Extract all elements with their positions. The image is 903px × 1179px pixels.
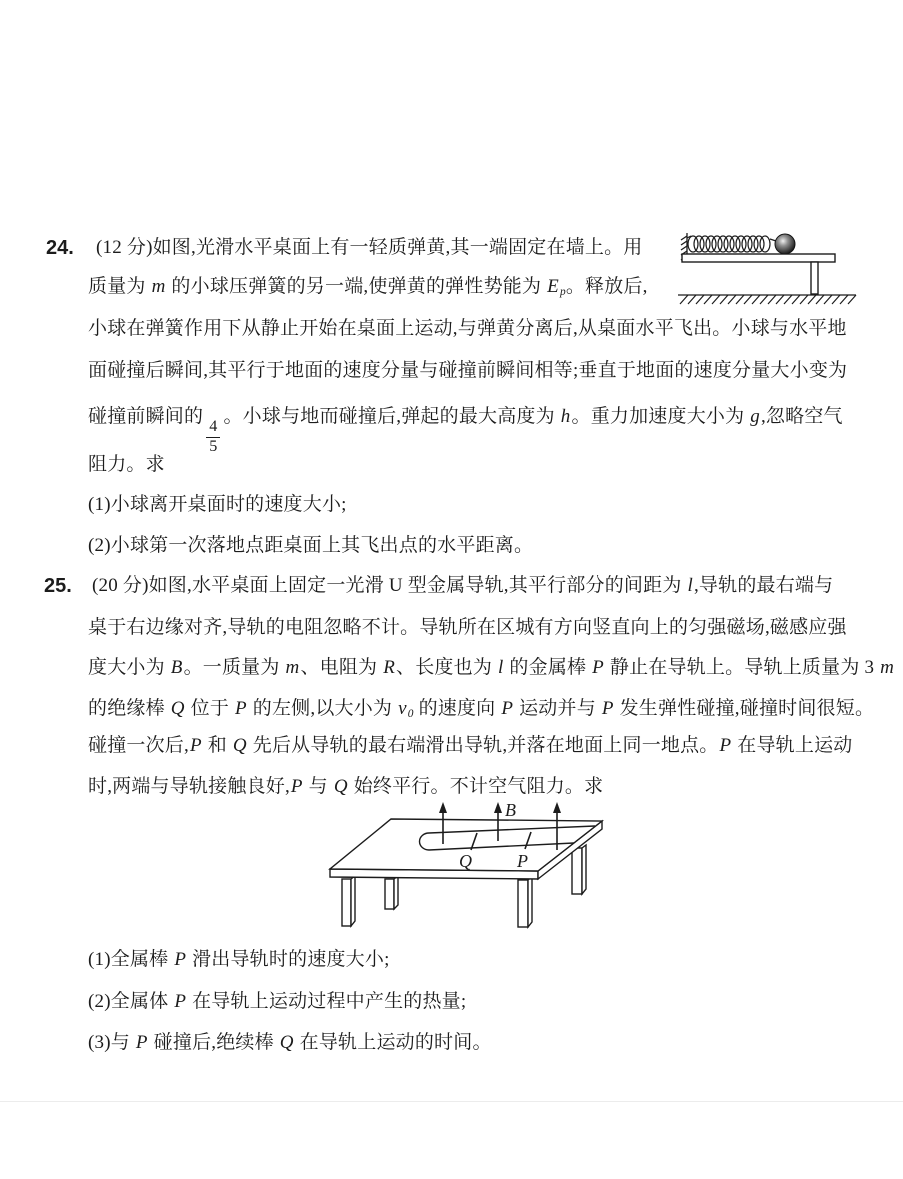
variable: h xyxy=(560,406,571,427)
variable: P xyxy=(174,949,187,970)
text-segment: ,导轨的最右端与 xyxy=(693,575,834,596)
text-segment: (12 分)如图,光滑水平桌面上有一轻质弹黄,其一端固定在墙上。用 xyxy=(96,237,643,258)
p24-line-1 xyxy=(96,233,643,263)
p25-subquestion-1 xyxy=(88,945,390,975)
text-segment: 的金属棒 xyxy=(504,657,592,678)
p24-line-3 xyxy=(88,314,847,344)
problem-25-number: 25. xyxy=(44,575,72,597)
problem-24-number: 24. xyxy=(46,237,74,259)
fraction-numerator: 4 xyxy=(206,419,220,438)
variable: P xyxy=(135,1032,148,1053)
variable: P xyxy=(189,735,202,756)
variable: P xyxy=(592,657,604,678)
variable-subscript: p xyxy=(559,286,566,299)
variable: m xyxy=(880,657,895,678)
text-segment: 静止在导轨上。导轨上质量为 3 xyxy=(604,657,880,678)
text-segment: 在导轨上运动过程中产生的热量; xyxy=(187,991,467,1012)
ball-icon xyxy=(775,234,795,254)
spring-icon xyxy=(687,236,776,252)
variable: P xyxy=(290,776,303,797)
bar-q-label: Q xyxy=(459,851,472,871)
text-segment: 。重力加速度大小为 xyxy=(571,406,750,427)
text-segment: 。小球与地而碰撞后,弹起的最大高度为 xyxy=(223,406,560,427)
variable: Q xyxy=(170,698,185,719)
field-label: B xyxy=(505,800,516,820)
text-segment: 碰撞后,绝续棒 xyxy=(148,1032,279,1053)
text-segment: 质量为 xyxy=(88,276,151,297)
text-segment: 时,两端与导轨接触良好, xyxy=(88,776,290,797)
text-segment: 的左侧,以大小为 xyxy=(247,698,398,719)
table-icon xyxy=(682,254,835,294)
variable: P xyxy=(174,991,187,1012)
bar-p-label: P xyxy=(517,851,528,871)
text-segment: 和 xyxy=(202,735,232,756)
text-segment: 度大小为 xyxy=(88,657,170,678)
text-segment: 的小球压弹簧的另一端,使弹黄的弹性势能为 xyxy=(166,276,547,297)
page-bottom-rule xyxy=(0,1101,903,1102)
rail-table-svg xyxy=(323,798,611,934)
variable: l xyxy=(497,657,504,678)
variable: P xyxy=(235,698,247,719)
text-segment: 。释放后, xyxy=(565,276,648,297)
text-segment: (20 分)如图,水平桌面上固定一光滑 U 型金属导轨,其平行部分的间距为 xyxy=(92,575,687,596)
fraction-denominator: 5 xyxy=(209,437,218,455)
variable: Q xyxy=(232,735,247,756)
p25-subquestion-3 xyxy=(88,1028,492,1058)
p25-line-4 xyxy=(88,694,874,729)
p25-line-2 xyxy=(88,613,847,643)
p25-line-3 xyxy=(88,653,895,683)
text-segment: 、长度也为 xyxy=(396,657,497,678)
ground-icon xyxy=(678,295,856,304)
text-segment: 阻力。求 xyxy=(88,454,165,475)
text-segment: 、电阻为 xyxy=(300,657,383,678)
fraction xyxy=(206,419,220,456)
variable: B xyxy=(170,657,183,678)
text-segment: 在导轨上运动 xyxy=(732,735,853,756)
p24-line-4 xyxy=(88,356,847,386)
text-segment: 碰撞前瞬间的 xyxy=(88,406,204,427)
p25-subquestion-2 xyxy=(88,987,466,1017)
text-segment: 的速度向 xyxy=(413,698,501,719)
text-segment: 始终平行。不计空气阻力。求 xyxy=(348,776,604,797)
variable: P xyxy=(601,698,614,719)
p24-line-2 xyxy=(88,272,648,307)
variable: l xyxy=(687,575,693,596)
text-segment: 在导轨上运动的时间。 xyxy=(294,1032,492,1053)
rail-table-figure xyxy=(323,798,611,934)
p24-subquestion-1 xyxy=(88,490,347,520)
p24-line-6 xyxy=(88,450,165,480)
text-segment: (2)小球第一次落地点距桌面上其飞出点的水平距离。 xyxy=(88,535,534,556)
p24-line-5 xyxy=(88,402,843,456)
text-segment: 的绝缘棒 xyxy=(88,698,170,719)
text-segment: (2)全属体 xyxy=(88,991,174,1012)
spring-ball-table-figure xyxy=(678,228,875,310)
p25-line-1 xyxy=(92,571,833,601)
text-segment: 运动并与 xyxy=(514,698,601,719)
text-segment: ,忽略空气 xyxy=(760,406,843,427)
text-segment: 发生弹性碰撞,碰撞时间很短。 xyxy=(614,698,875,719)
text-segment: 小球在弹簧作用下从静止开始在桌面上运动,与弹黄分离后,从桌面水平飞出。小球与水平地 xyxy=(88,318,847,339)
variable: Q xyxy=(279,1032,294,1053)
variable: E xyxy=(547,276,559,297)
variable: Q xyxy=(333,776,348,797)
text-segment: 碰撞一次后, xyxy=(88,735,189,756)
variable: R xyxy=(383,657,396,678)
text-segment: (1)全属棒 xyxy=(88,949,174,970)
text-segment: 位于 xyxy=(185,698,234,719)
variable: g xyxy=(750,406,760,427)
variable: m xyxy=(285,657,300,678)
variable: m xyxy=(151,276,166,297)
text-segment: 面碰撞后瞬间,其平行于地面的速度分量与碰撞前瞬间相等;垂直于地面的速度分量大小变为 xyxy=(88,360,848,381)
text-segment: (1)小球离开桌面时的速度大小; xyxy=(88,494,347,515)
text-segment: 桌于右边缘对齐,导轨的电阻忽略不计。导轨所在区城有方向竖直向上的匀强磁场,磁感应强 xyxy=(88,617,847,638)
text-segment: (3)与 xyxy=(88,1032,135,1053)
text-segment: 。一质量为 xyxy=(183,657,285,678)
variable: v xyxy=(398,698,407,719)
spring-diagram-svg xyxy=(678,228,875,310)
text-segment: 滑出导轨时的速度大小; xyxy=(187,949,390,970)
text-segment: 先后从导轨的最右端滑出导轨,并落在地面上同一地点。 xyxy=(247,735,719,756)
text-segment: 与 xyxy=(303,776,333,797)
p24-subquestion-2 xyxy=(88,531,533,561)
variable: P xyxy=(719,735,732,756)
variable-subscript: 0 xyxy=(407,708,414,721)
variable: P xyxy=(501,698,514,719)
p25-line-5 xyxy=(88,731,852,761)
